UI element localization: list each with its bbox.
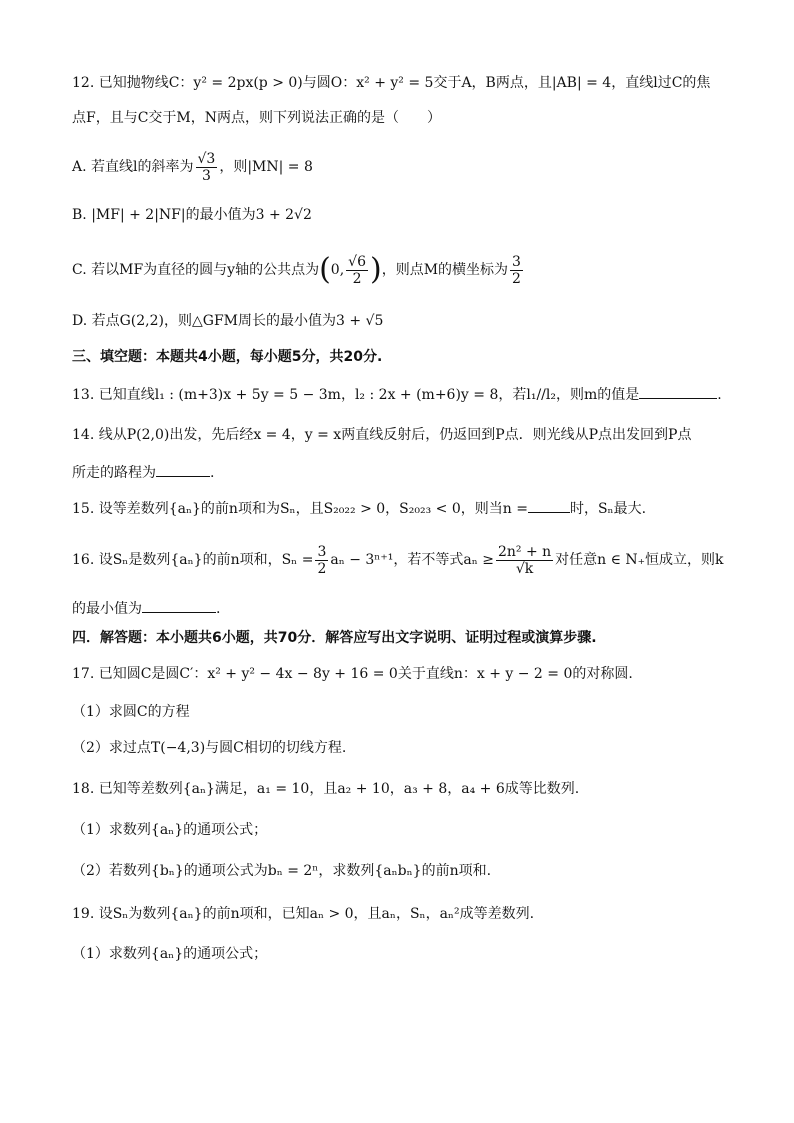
q14-answer-blank[interactable] xyxy=(156,462,210,477)
option-a-numerator: √3 xyxy=(197,150,216,167)
q14-end: . xyxy=(210,465,215,481)
q13-answer-blank[interactable] xyxy=(639,384,717,399)
q16-fraction-2-denominator: √k xyxy=(515,560,534,577)
q13 xyxy=(72,384,722,405)
q14-line1: 14. 线从P(2,0)出发，先后经x = 4，y = x两直线反射后，仍返回到P点．则光线从P点出发回到P点 xyxy=(72,427,692,443)
q14-line2 xyxy=(72,462,214,483)
option-c-denominator: 2 xyxy=(512,270,521,287)
q16-line2-text: 的最小值为 xyxy=(72,601,142,617)
q16-text-end: 对任意n ∈ N₊恒成立，则k xyxy=(555,552,724,568)
q18-stem: 18. 已知等差数列{aₙ}满足，a₁ = 10，且a₂ + 10，a₃ + 8，a₄ + 6成等比数列. xyxy=(72,781,580,797)
option-c-prefix: C. 若以MF为直径的圆与y轴的公共点为 xyxy=(72,262,320,278)
option-a-prefix: A. 若直线l的斜率为 xyxy=(72,159,194,175)
q12-option-b: B. |MF| + 2|NF|的最小值为3 + 2√2 xyxy=(72,207,312,223)
q12-option-a xyxy=(72,147,313,187)
section-3-heading: 三、填空题：本题共4小题，每小题5分，共20分. xyxy=(72,349,383,365)
q16-text-middle: aₙ − 3ⁿ⁺¹，若不等式aₙ ≥ xyxy=(330,552,494,568)
q16-line1 xyxy=(72,540,724,580)
q17-stem: 17. 已知圆C是圆C′：x² + y² − 4x − 8y + 16 = 0关于直线n：x + y − 2 = 0的对称圆. xyxy=(72,666,633,682)
left-paren: ( xyxy=(319,252,331,287)
q15 xyxy=(72,498,646,519)
q19-part-1: （1）求数列{aₙ}的通项公式； xyxy=(72,946,268,962)
q16-text-start: 16. 设Sₙ是数列{aₙ}的前n项和，Sₙ = xyxy=(72,552,314,568)
option-a-suffix: ，则|MN| = 8 xyxy=(219,159,313,175)
q19-stem: 19. 设Sₙ为数列{aₙ}的前n项和，已知aₙ > 0，且aₙ，Sₙ，aₙ²成等差数列. xyxy=(72,906,535,922)
q12-line2: 点F，且与C交于M，N两点，则下列说法正确的是（ ） xyxy=(72,110,442,126)
option-c-point-fraction xyxy=(346,254,368,287)
option-a-denominator: 3 xyxy=(201,167,211,184)
q16-fraction-1-numerator: 3 xyxy=(317,543,327,560)
option-a-fraction xyxy=(196,151,218,184)
q12-option-d: D. 若点G(2,2)，则△GFM周长的最小值为3 + √5 xyxy=(72,313,384,329)
option-c-fraction xyxy=(510,254,523,287)
option-c-middle: ，则点M的横坐标为 xyxy=(381,262,509,278)
q16-line2 xyxy=(72,598,220,619)
q15-end: 时，Sₙ最大. xyxy=(569,501,647,517)
q15-text: 15. 设等差数列{aₙ}的前n项和为Sₙ，且S₂₀₂₂ > 0，S₂₀₂₃ < 0，则当n = xyxy=(72,501,528,517)
option-c-point-denominator: 2 xyxy=(352,270,362,287)
right-paren: ) xyxy=(369,252,382,287)
q14-text: 所走的路程为 xyxy=(72,465,156,481)
option-c-point-numerator: √6 xyxy=(348,253,366,270)
q12-line1: 12. 已知抛物线C：y² = 2px(p > 0)与圆O：x² + y² = 5交于A，B两点，且|AB| = 4，直线l过C的焦 xyxy=(72,75,711,91)
q16-fraction-2-numerator: 2n² + n xyxy=(497,543,552,560)
q17-part-1: （1）求圆C的方程 xyxy=(72,704,190,720)
q16-fraction-2 xyxy=(496,544,553,577)
q12-option-c xyxy=(72,248,525,292)
q13-text: 13. 已知直线l₁ : (m+3)x + 5y = 5 − 3m，l₂ : 2x + (m+6)y = 8，若l₁//l₂，则m的值是 xyxy=(72,387,640,403)
q16-fraction-1-denominator: 2 xyxy=(317,560,327,577)
option-c-numerator: 3 xyxy=(512,253,521,270)
q16-fraction-1 xyxy=(315,544,328,577)
q18-part-1: （1）求数列{aₙ}的通项公式； xyxy=(72,822,268,838)
section-4-heading: 四．解答题：本小题共6小题，共70分．解答应写出文字说明、证明过程或演算步骤. xyxy=(72,630,597,646)
q16-line2-end: . xyxy=(216,601,221,617)
q15-answer-blank[interactable] xyxy=(528,498,570,513)
q18-part-2: （2）若数列{bₙ}的通项公式为bₙ = 2ⁿ，求数列{aₙbₙ}的前n项和. xyxy=(72,863,492,879)
q17-part-2: （2）求过点T(−4,3)与圆C相切的切线方程. xyxy=(72,740,347,756)
option-c-point-x: 0, xyxy=(330,262,345,278)
q16-answer-blank[interactable] xyxy=(142,598,216,613)
q13-end: . xyxy=(717,387,722,403)
